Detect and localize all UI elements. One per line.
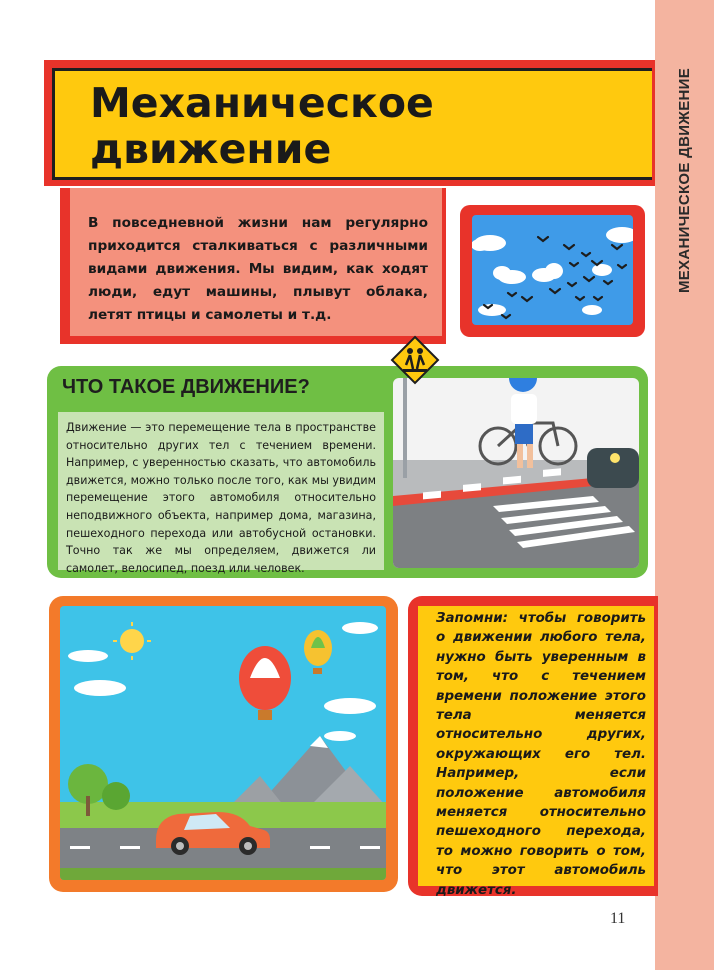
pedestrian-crossing-sign-icon	[390, 335, 440, 385]
landscape-picture	[60, 606, 386, 880]
cyclist-street-picture	[393, 378, 639, 568]
motion-heading: ЧТО ТАКОЕ ДВИЖЕНИЕ?	[62, 376, 310, 398]
remember-text: Запомни: чтобы говорить о движении любого тела, нужно быть уверенным в том, что с течением времени положение этого тела меняется относительно других, окружающих его тел. Например, если положение автомобиля меняется относительно пешеходного перехода, то можно говорить о том, что этот автомобиль движется.	[436, 611, 646, 898]
remember-box	[418, 606, 654, 898]
motion-text: Движение — это перемещение тела в пространстве относительно других тел с течением времени. Например, с уверенностью сказать, что автомобиль движется, можно только после того, как мы увидим перемещение этого автомобиля относительно неподвижного объекта, например дома, магазина, пешеходного перехода или автобусной остановки. Точно так же мы определяем, движется ли самолет, велосипед, поезд или человек.	[66, 421, 376, 575]
intro-box	[70, 188, 442, 336]
side-label	[655, 60, 714, 300]
title-line-2: движение	[90, 125, 332, 173]
sky-birds-picture	[472, 215, 633, 325]
motion-text-box	[58, 412, 384, 575]
page-title	[90, 80, 510, 172]
side-label-text: МЕХАНИЧЕСКОЕ ДВИЖЕНИЕ	[676, 67, 694, 293]
title-line-1: Механическое	[90, 79, 434, 127]
page-number: 11	[610, 910, 626, 927]
intro-text: В повседневной жизни нам регулярно приходится сталкиваться с различными видами движения. Мы видим, как ходят люди, едут машины, плывут облака, летят птицы и самолеты и т.д.	[88, 215, 428, 323]
